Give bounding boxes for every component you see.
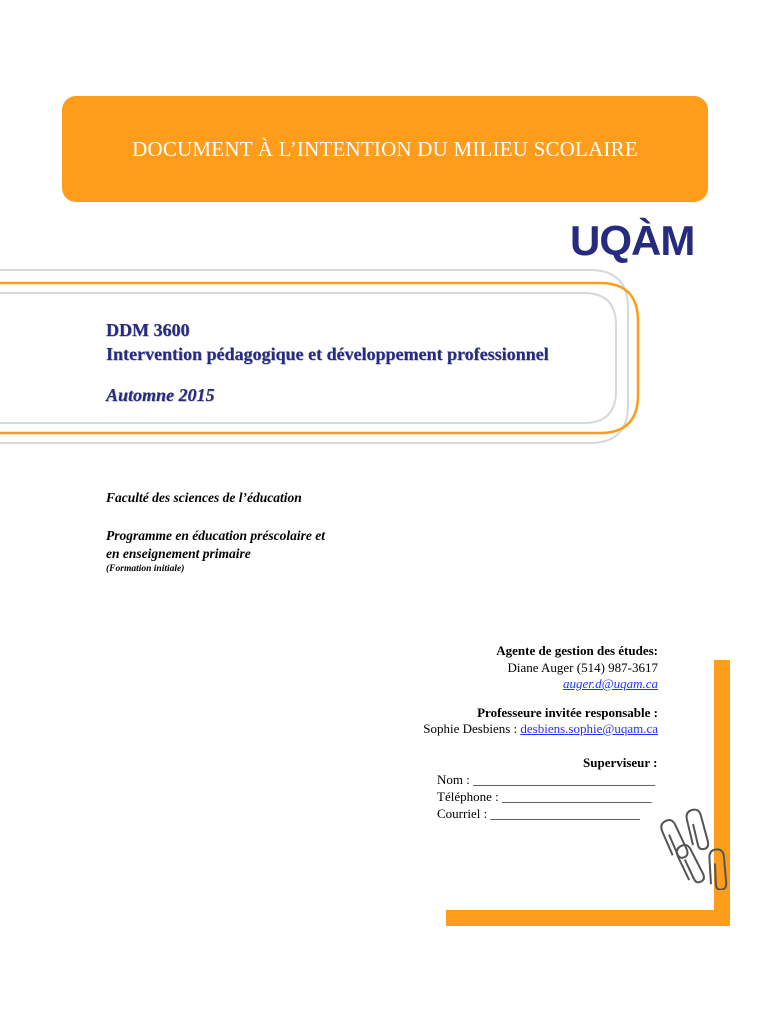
course-code: DDM 3600 — [106, 320, 190, 340]
supervisor-fields — [437, 771, 655, 822]
course-title: Intervention pédagogique et développement professionnel — [106, 344, 549, 364]
professor-name: Sophie Desbiens : — [423, 721, 521, 736]
agent-email-link[interactable]: auger.d@uqam.ca — [562, 676, 658, 691]
header-banner — [62, 96, 708, 202]
paperclip-icon — [658, 800, 738, 890]
faculty-name: Faculté des sciences de l’éducation — [106, 490, 302, 505]
uqam-logo: UQÀM — [570, 217, 695, 264]
program-block — [106, 527, 325, 575]
agent-name-phone: Diane Auger (514) 987-3617 — [507, 659, 658, 675]
professor-label: Professeure invitée responsable : — [477, 704, 658, 720]
supervisor-email-line: Courriel : _______________________ — [437, 806, 640, 821]
supervisor-label: Superviseur : — [583, 755, 658, 770]
program-line-2: en enseignement primaire — [106, 546, 251, 561]
agent-label: Agente de gestion des études: — [496, 643, 658, 658]
program-note: (Formation initiale) — [106, 564, 185, 574]
contacts-block — [423, 643, 658, 738]
program-line-1: Programme en éducation préscolaire et — [106, 528, 325, 543]
document-title: DOCUMENT À L’INTENTION DU MILIEU SCOLAIRE — [132, 136, 638, 161]
course-term: Automne 2015 — [106, 385, 215, 405]
course-block — [106, 318, 549, 406]
supervisor-phone-line: Téléphone : _______________________ — [437, 789, 652, 804]
supervisor-name-line: Nom : ____________________________ — [437, 772, 656, 787]
professor-email-link[interactable]: desbiens.sophie@uqam.ca — [520, 721, 658, 736]
